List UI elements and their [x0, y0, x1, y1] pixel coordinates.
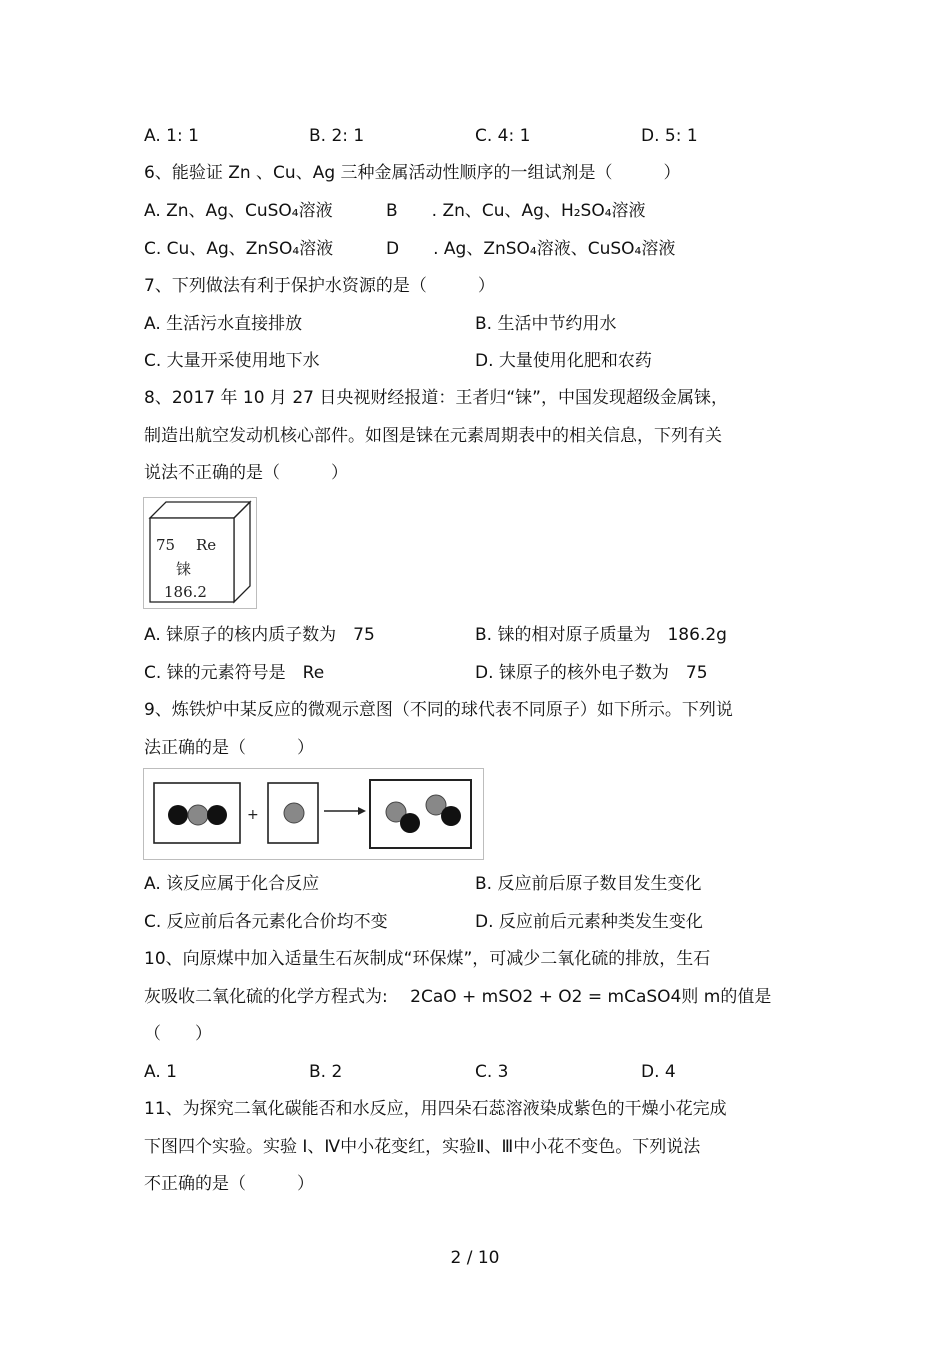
q9-option-b: B. 反应前后原子数目发生变化 [475, 874, 702, 894]
q10-stem-line3: （ ） [144, 1024, 212, 1044]
q6-option-b: B . Zn、Cu、Ag、H₂SO₄溶液 [386, 201, 646, 221]
q6-option-c: C. Cu、Ag、ZnSO₄溶液 [144, 239, 334, 259]
atomic-number: 75 [156, 536, 176, 554]
q5-option-a: A. 1: 1 [144, 126, 199, 146]
q8-option-b: B. 铼的相对原子质量为 186.2g [475, 625, 727, 645]
q6-option-a: A. Zn、Ag、CuSO₄溶液 [144, 201, 333, 221]
q8-stem-line1: 8、2017 年 10 月 27 日央视财经报道：王者归“铼”，中国发现超级金属铼， [144, 388, 728, 408]
q8-stem-line3: 说法不正确的是（ ） [144, 463, 348, 483]
q11-stem-line3: 不正确的是（ ） [144, 1174, 314, 1194]
q8-stem-line2: 制造出航空发动机核心部件。如图是铼在元素周期表中的相关信息，下列有关 [144, 426, 722, 446]
q10-option-d: D. 4 [641, 1062, 676, 1082]
plus-sign: + [247, 807, 259, 823]
q6-option-d: D . Ag、ZnSO₄溶液、CuSO₄溶液 [386, 239, 676, 259]
q9-stem-line1: 9、炼铁炉中某反应的微观示意图（不同的球代表不同原子）如下所示。下列说 [144, 700, 733, 720]
q9-option-d: D. 反应前后元素种类发生变化 [475, 912, 703, 932]
q7-option-b: B. 生活中节约用水 [475, 314, 617, 334]
q7-stem: 7、下列做法有利于保护水资源的是（ ） [144, 276, 495, 296]
q5-option-b: B. 2: 1 [309, 126, 365, 146]
q11-stem-line2: 下图四个实验。实验 Ⅰ、Ⅳ中小花变红，实验Ⅱ、Ⅲ中小花不变色。下列说法 [144, 1137, 701, 1157]
q10-option-c: C. 3 [475, 1062, 509, 1082]
element-symbol: Re [196, 536, 217, 554]
q7-option-c: C. 大量开采使用地下水 [144, 351, 320, 371]
element-cube-drawing [144, 498, 256, 608]
q8-option-c: C. 铼的元素符号是 Re [144, 663, 325, 683]
q9-stem-line2: 法正确的是（ ） [144, 738, 314, 758]
q5-option-d: D. 5: 1 [641, 126, 698, 146]
q7-option-d: D. 大量使用化肥和农药 [475, 351, 652, 371]
q8-option-d: D. 铼原子的核外电子数为 75 [475, 663, 708, 683]
page-number: 2 / 10 [450, 1248, 500, 1268]
q7-option-a: A. 生活污水直接排放 [144, 314, 303, 334]
q9-option-a: A. 该反应属于化合反应 [144, 874, 320, 894]
rhenium-element-tile-figure [143, 497, 257, 609]
q8-option-a: A. 铼原子的核内质子数为 75 [144, 625, 375, 645]
reaction-diagram-figure [143, 768, 484, 860]
q5-option-c: C. 4: 1 [475, 126, 531, 146]
q10-option-b: B. 2 [309, 1062, 343, 1082]
q10-stem-line2: 灰吸收二氧化硫的化学方程式为: 2CaO + mSO2 + O2 = mCaSO4则 m的值是 [144, 987, 772, 1007]
q6-stem: 6、能验证 Zn 、Cu、Ag 三种金属活动性顺序的一组试剂是（ ） [144, 163, 681, 183]
q9-option-c: C. 反应前后各元素化合价均不变 [144, 912, 388, 932]
element-name: 铼 [176, 560, 192, 578]
q11-stem-line1: 11、为探究二氧化碳能否和水反应，用四朵石蕊溶液染成紫色的干燥小花完成 [144, 1099, 727, 1119]
q10-option-a: A. 1 [144, 1062, 177, 1082]
q10-stem-line1: 10、向原煤中加入适量生石灰制成“环保煤”，可减少二氧化硫的排放，生石 [144, 949, 711, 969]
micro-reaction-drawing [144, 769, 483, 859]
atomic-mass: 186.2 [164, 583, 207, 601]
